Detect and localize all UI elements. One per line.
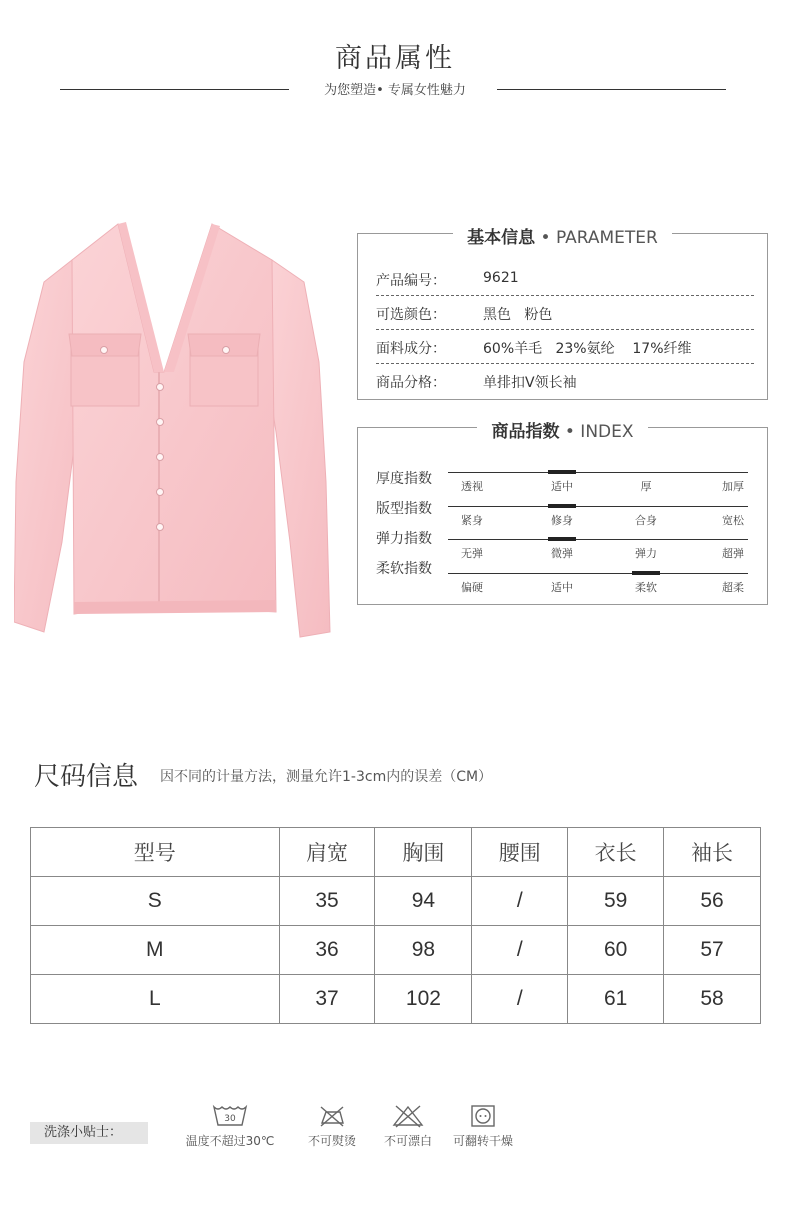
- header-cell-length: 衣长: [568, 828, 664, 877]
- index-box: [357, 422, 768, 605]
- index-scale-line: [448, 573, 748, 574]
- index-option: 超弹: [722, 547, 744, 560]
- size-table: [30, 827, 761, 1024]
- table-cell: 61: [568, 975, 664, 1024]
- parameter-title-cn: 基本信息: [467, 228, 536, 248]
- header-cell-sleeve: 袖长: [664, 828, 761, 877]
- index-option: 紧身: [461, 514, 483, 527]
- care-item-iron: [300, 1104, 364, 1149]
- index-option: 无弹: [461, 547, 483, 560]
- care-text: 不可漂白: [383, 1134, 432, 1148]
- param-value: 单排扣V领长袖: [483, 375, 577, 391]
- table-row: [31, 926, 761, 975]
- index-selected-marker: [548, 504, 576, 508]
- no-bleach-icon: [392, 1104, 424, 1128]
- page-title: 商品属性: [335, 43, 455, 74]
- index-title-cn: 商品指数: [491, 422, 560, 442]
- index-option: 柔软: [635, 581, 657, 594]
- size-section-title: 尺码信息: [34, 762, 139, 792]
- table-cell: 35: [279, 877, 375, 926]
- size-section-note: 因不同的计量方法，测量允许1-3cm内的误差（CM）: [160, 769, 493, 785]
- care-text: 可翻转干燥: [452, 1134, 513, 1148]
- table-cell: 102: [375, 975, 472, 1024]
- index-option: 加厚: [722, 480, 744, 493]
- table-cell: 56: [664, 877, 761, 926]
- param-row-fabric: [376, 330, 754, 364]
- care-label: 洗涤小贴士：: [30, 1122, 148, 1144]
- parameter-title-en: • PARAMETER: [540, 228, 658, 248]
- index-label: 厚度指数: [376, 471, 432, 487]
- header-cell-waist: 腰围: [472, 828, 568, 877]
- index-selected-marker: [632, 571, 660, 575]
- index-scale-line: [448, 539, 748, 540]
- table-cell: L: [31, 975, 280, 1024]
- header-cell-shoulder: 肩宽: [279, 828, 375, 877]
- table-cell: 98: [375, 926, 472, 975]
- table-cell: 36: [279, 926, 375, 975]
- table-cell: 57: [664, 926, 761, 975]
- pink-cardigan-image: [14, 222, 340, 652]
- table-cell: 58: [664, 975, 761, 1024]
- index-option: 微弹: [551, 547, 573, 560]
- table-row: [31, 975, 761, 1024]
- page-subtitle: 为您塑造• 专属女性魅力: [324, 83, 466, 98]
- table-cell: M: [31, 926, 280, 975]
- param-value: 黑色 粉色: [483, 307, 553, 323]
- header-cell-size: 型号: [31, 828, 280, 877]
- param-row-style: [376, 364, 754, 398]
- index-option: 透视: [461, 480, 483, 493]
- parameter-box: [357, 228, 768, 400]
- param-value: 60%羊毛 23%氨纶 17%纤维: [483, 341, 692, 357]
- index-selected-marker: [548, 537, 576, 541]
- index-label: 柔软指数: [376, 561, 432, 577]
- index-label: 版型指数: [376, 501, 432, 517]
- index-option: 适中: [551, 480, 573, 493]
- table-cell: /: [472, 877, 568, 926]
- care-item-dry: [446, 1104, 520, 1149]
- table-cell: 37: [279, 975, 375, 1024]
- table-cell: 60: [568, 926, 664, 975]
- index-scale-line: [448, 472, 748, 473]
- index-option: 弹力: [635, 547, 657, 560]
- tumble-dry-icon: [469, 1104, 497, 1128]
- param-value: 9621: [483, 270, 519, 286]
- table-row: [31, 877, 761, 926]
- param-row-code: [376, 262, 754, 296]
- param-key: 可选颜色：: [376, 307, 446, 323]
- index-option: 宽松: [722, 514, 744, 527]
- care-item-bleach: [376, 1104, 440, 1149]
- wash-30-icon: [212, 1104, 248, 1128]
- care-text: 不可熨烫: [307, 1134, 356, 1148]
- index-scale-line: [448, 506, 748, 507]
- index-option: 合身: [635, 514, 657, 527]
- param-key: 面料成分：: [376, 341, 446, 357]
- care-text: 温度不超过30℃: [185, 1134, 275, 1148]
- size-table-header: [31, 828, 761, 877]
- param-row-colors: [376, 296, 754, 330]
- index-label: 弹力指数: [376, 531, 432, 547]
- table-cell: 59: [568, 877, 664, 926]
- wash-temp-badge: 30: [224, 1114, 236, 1124]
- header-cell-chest: 胸围: [375, 828, 472, 877]
- table-cell: /: [472, 926, 568, 975]
- parameter-box-title: [358, 223, 767, 248]
- care-item-wash: [180, 1104, 280, 1149]
- table-cell: S: [31, 877, 280, 926]
- index-option: 厚: [640, 480, 652, 493]
- param-key: 产品编号：: [376, 273, 446, 289]
- param-key: 商品分格：: [376, 375, 446, 391]
- index-box-title: [358, 417, 767, 442]
- index-title-en: • INDEX: [564, 422, 634, 442]
- no-iron-icon: [318, 1104, 346, 1128]
- index-option: 适中: [551, 581, 573, 594]
- index-selected-marker: [548, 470, 576, 474]
- index-option: 修身: [551, 514, 573, 527]
- index-option: 偏硬: [461, 581, 483, 594]
- table-cell: 94: [375, 877, 472, 926]
- index-option: 超柔: [722, 581, 744, 594]
- table-cell: /: [472, 975, 568, 1024]
